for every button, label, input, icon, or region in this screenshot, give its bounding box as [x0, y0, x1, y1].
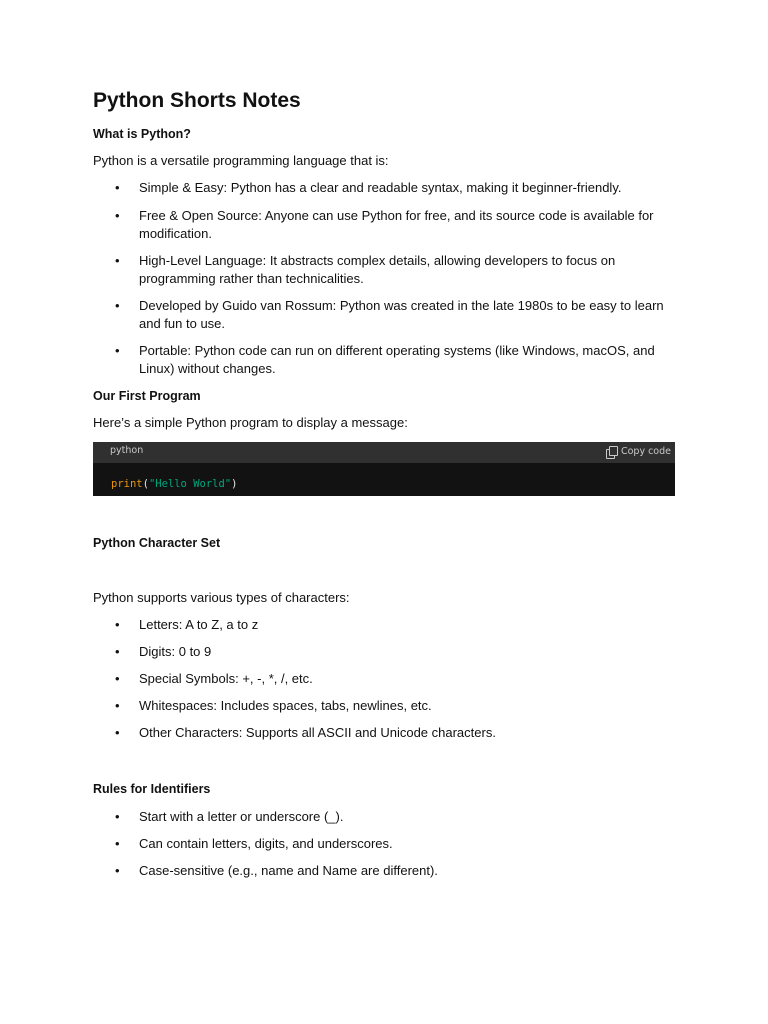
copy-code-button[interactable] [606, 444, 671, 459]
list-item: • Special Symbols: +, -, *, /, etc. [93, 670, 674, 688]
first-program-intro: Here’s a simple Python program to display a message: [93, 415, 408, 430]
list-item: • Letters: A to Z, a to z [93, 616, 674, 634]
list-item: • Can contain letters, digits, and underscores. [93, 835, 674, 853]
heading-first-program: Our First Program [93, 389, 201, 403]
list-item: • High-Level Language: It abstracts complex details, allowing developers to focus on programming rather than technicalities. [93, 252, 674, 288]
code-open-paren: ( [142, 478, 149, 490]
heading-what-is-python: What is Python? [93, 127, 191, 141]
character-set-list [93, 616, 678, 742]
list-item: • Developed by Guido van Rossum: Python was created in the late 1980s to be easy to learn and fun to use. [93, 297, 674, 333]
what-is-python-list [93, 179, 678, 378]
page-title: Python Shorts Notes [93, 89, 301, 112]
list-item: • Portable: Python code can run on different operating systems (like Windows, macOS, and Linux) without changes. [93, 342, 674, 378]
code-language-label: python [110, 445, 144, 456]
code-close-paren: ) [231, 478, 238, 490]
list-item: • Digits: 0 to 9 [93, 643, 674, 661]
list-item: • Free & Open Source: Anyone can use Python for free, and its source code is available for modification. [93, 207, 674, 243]
code-string: "Hello World" [148, 478, 232, 490]
list-item: • Other Characters: Supports all ASCII and Unicode characters. [93, 724, 674, 742]
list-item: • Simple & Easy: Python has a clear and readable syntax, making it beginner-friendly. [93, 179, 674, 197]
character-set-intro: Python supports various types of characters: [93, 590, 350, 605]
list-item: • Start with a letter or underscore (_). [93, 808, 674, 826]
identifier-rules-list [93, 808, 678, 880]
code-function: print [111, 478, 143, 490]
what-is-python-intro: Python is a versatile programming language that is: [93, 153, 389, 168]
copy-icon [606, 446, 617, 457]
list-item: • Whitespaces: Includes spaces, tabs, newlines, etc. [93, 697, 674, 715]
copy-code-label: Copy code [620, 446, 671, 457]
code-line [111, 477, 237, 491]
list-item: • Case-sensitive (e.g., name and Name are different). [93, 862, 674, 880]
code-block-header [93, 442, 675, 463]
heading-character-set: Python Character Set [93, 536, 221, 550]
heading-identifier-rules: Rules for Identifiers [93, 782, 211, 796]
code-block [93, 442, 675, 496]
